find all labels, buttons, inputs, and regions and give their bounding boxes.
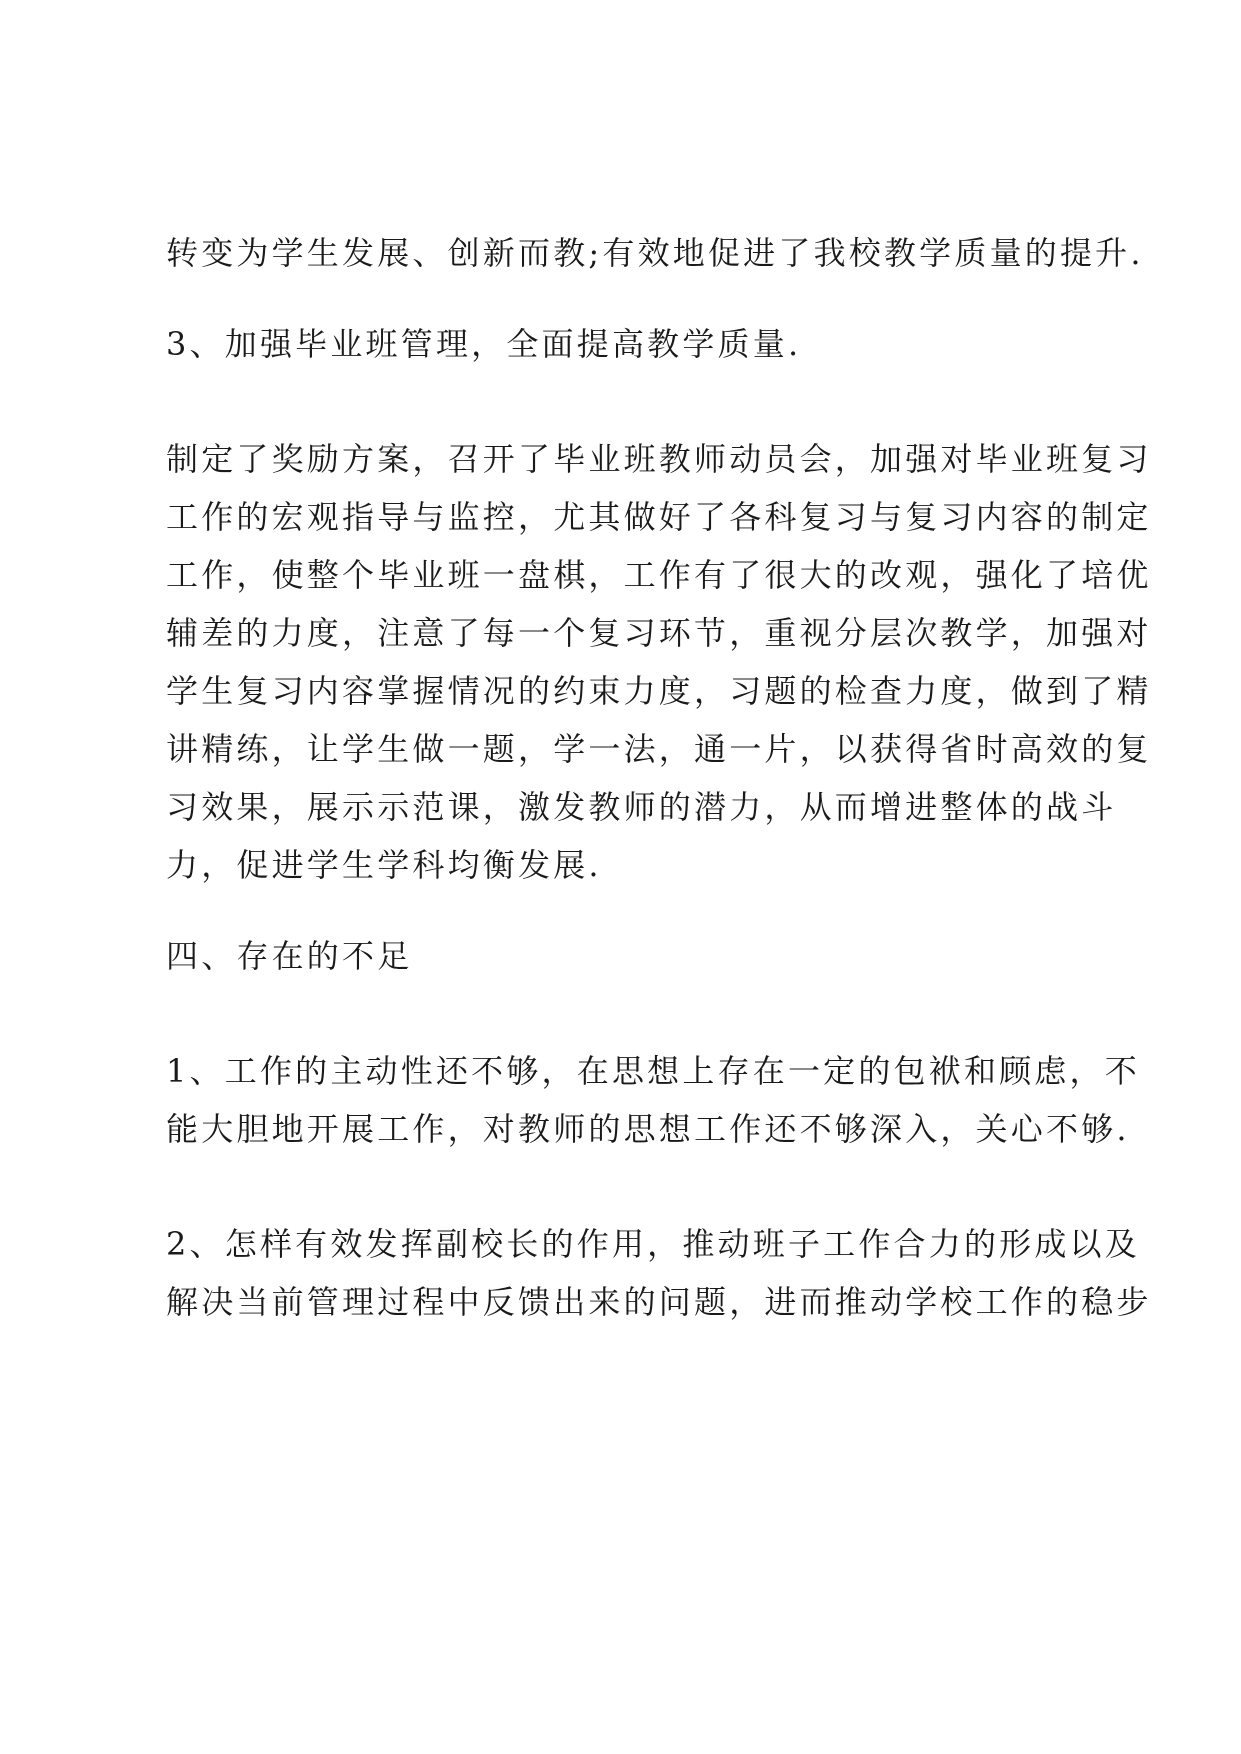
section-heading-3: 3、加强毕业班管理，全面提高教学质量. — [166, 325, 802, 363]
text-line-continuation: 转变为学生发展、创新而教;有效地促进了我校教学质量的提升. — [166, 234, 1144, 272]
list-item-1-line: 1、工作的主动性还不够，在思想上存在一定的包袱和顾虑，不 — [166, 1052, 1140, 1090]
paragraph-line: 讲精练，让学生做一题，学一法，通一片，以获得省时高效的复 — [166, 730, 1152, 768]
paragraph-line: 工作，使整个毕业班一盘棋，工作有了很大的改观，强化了培优 — [166, 556, 1152, 594]
list-item-2-line: 2、怎样有效发挥副校长的作用，推动班子工作合力的形成以及 — [166, 1225, 1140, 1263]
paragraph-line: 工作的宏观指导与监控，尤其做好了各科复习与复习内容的制定 — [166, 498, 1152, 536]
section-heading-four: 四、存在的不足 — [166, 937, 413, 975]
list-item-1-line: 能大胆地开展工作，对教师的思想工作还不够深入，关心不够. — [166, 1110, 1130, 1148]
paragraph-line: 辅差的力度，注意了每一个复习环节，重视分层次教学，加强对 — [166, 614, 1152, 652]
paragraph-line: 学生复习内容掌握情况的约束力度，习题的检查力度，做到了精 — [166, 672, 1152, 710]
list-item-2-line: 解决当前管理过程中反馈出来的问题，进而推动学校工作的稳步 — [166, 1283, 1152, 1321]
paragraph-line: 习效果，展示示范课，激发教师的潜力，从而增进整体的战斗 — [166, 788, 1117, 826]
paragraph-line: 制定了奖励方案，召开了毕业班教师动员会，加强对毕业班复习 — [166, 440, 1152, 478]
paragraph-line: 力，促进学生学科均衡发展. — [166, 846, 602, 884]
